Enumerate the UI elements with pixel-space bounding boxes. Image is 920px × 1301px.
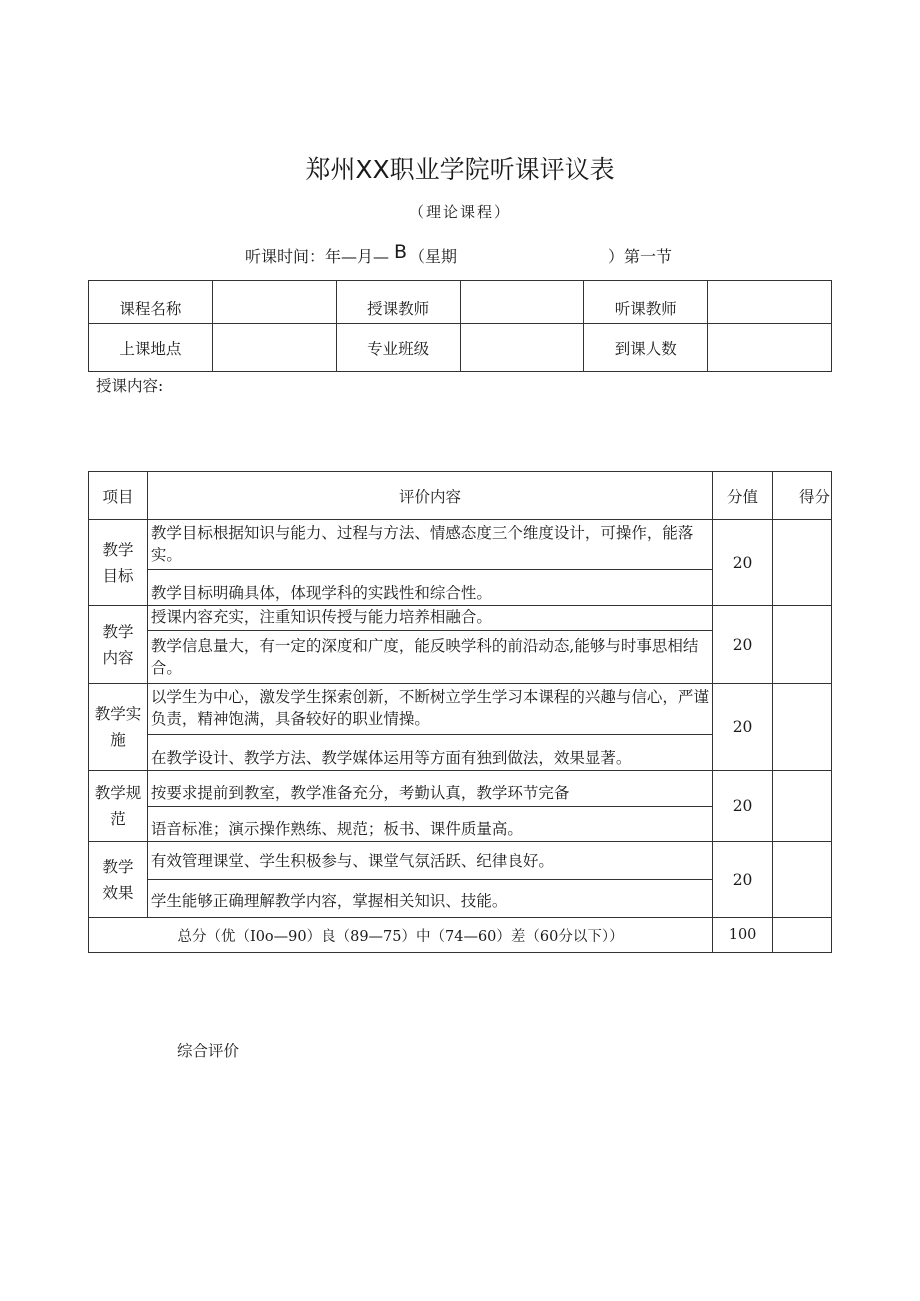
attendance-label: 到课人数: [584, 324, 708, 372]
criterion: 在教学设计、教学方法、教学媒体运用等方面有独到做法，效果显著。: [148, 734, 712, 770]
table-row: [89, 771, 832, 842]
instructor-label: 授课教师: [336, 281, 460, 324]
table-row: [89, 684, 832, 771]
header-got: 得分: [773, 472, 832, 520]
criteria-cell: [147, 606, 712, 684]
observer-value[interactable]: [708, 281, 832, 324]
page-subtitle: （理论课程）: [408, 203, 511, 221]
category-cell: 教学 效果: [89, 842, 148, 918]
got-cell[interactable]: [773, 684, 832, 771]
course-name-value[interactable]: [212, 281, 336, 324]
category-cell: 教学规 范: [89, 771, 148, 842]
score-cell: 20: [713, 842, 773, 918]
category-cell: 教学 内容: [89, 606, 148, 684]
criterion: 授课内容充实，注重知识传授与能力培养相融合。: [150, 608, 492, 626]
lecture-period-label: ）第一节: [608, 247, 673, 266]
got-cell[interactable]: [773, 606, 832, 684]
criteria-cell: [147, 684, 712, 771]
table-row: [89, 842, 832, 918]
table-row: [89, 520, 832, 606]
header-item: 项目: [89, 472, 148, 520]
criterion: 教学目标根据知识与能力、过程与方法、情感态度三个维度设计，可操作，能落实。: [150, 524, 694, 564]
lecture-day-glyph: B: [394, 241, 408, 263]
evaluation-table: [88, 471, 832, 953]
lecture-time-prefix: 听课时间：年—月—: [245, 247, 390, 266]
criterion: 以学生为中心，激发学生探索创新，不断树立学生学习本课程的兴趣与信心，严谨负责，精神饱满，具备较好的职业情操。: [150, 688, 709, 728]
criteria-cell: [147, 520, 712, 606]
instructor-value[interactable]: [460, 281, 584, 324]
course-name-label: 课程名称: [89, 281, 213, 324]
category-cell: 教学 目标: [89, 520, 148, 606]
got-cell[interactable]: [773, 520, 832, 606]
criterion: 按要求提前到教室，教学准备充分，考勤认真，教学环节完备: [150, 784, 570, 802]
total-got-cell[interactable]: [773, 918, 832, 953]
score-cell: 20: [713, 606, 773, 684]
total-label: 总分（优（I0o—90）良（89—75）中（74—60）差（60分以下））: [89, 918, 713, 953]
lecture-weekday-label: （星期: [409, 247, 458, 266]
header-content: 评价内容: [147, 472, 712, 520]
class-label: 专业班级: [336, 324, 460, 372]
page-title: 郑州XX职业学院听课评议表: [305, 155, 615, 184]
score-cell: 20: [713, 684, 773, 771]
score-cell: 20: [713, 771, 773, 842]
got-cell[interactable]: [773, 771, 832, 842]
score-cell: 20: [713, 520, 773, 606]
course-info-table: [88, 280, 832, 372]
criterion: 教学信息量大，有一定的深度和广度，能反映学科的前沿动态,能够与时事思相结合。: [148, 630, 712, 683]
observer-label: 听课教师: [584, 281, 708, 324]
criterion: 有效管理课堂、学生积极参与、课堂气氛活跃、纪律良好。: [150, 852, 554, 870]
criteria-cell: [147, 771, 712, 842]
teaching-content-label: 授课内容:: [96, 377, 164, 395]
table-row: [89, 606, 832, 684]
category-cell: 教学实 施: [89, 684, 148, 771]
criteria-cell: [147, 842, 712, 918]
criterion: 语音标准；演示操作熟练、规范；板书、课件质量高。: [148, 806, 712, 841]
criterion: 学生能够正确理解教学内容，掌握相关知识、技能。: [148, 879, 712, 917]
header-score: 分值: [713, 472, 773, 520]
total-score: 100: [713, 918, 773, 953]
location-value[interactable]: [212, 324, 336, 372]
criterion: 教学目标明确具体，体现学科的实践性和综合性。: [148, 569, 712, 605]
got-cell[interactable]: [773, 842, 832, 918]
class-value[interactable]: [460, 324, 584, 372]
location-label: 上课地点: [89, 324, 213, 372]
overall-evaluation-label: 综合评价: [177, 1042, 240, 1060]
attendance-value[interactable]: [708, 324, 832, 372]
